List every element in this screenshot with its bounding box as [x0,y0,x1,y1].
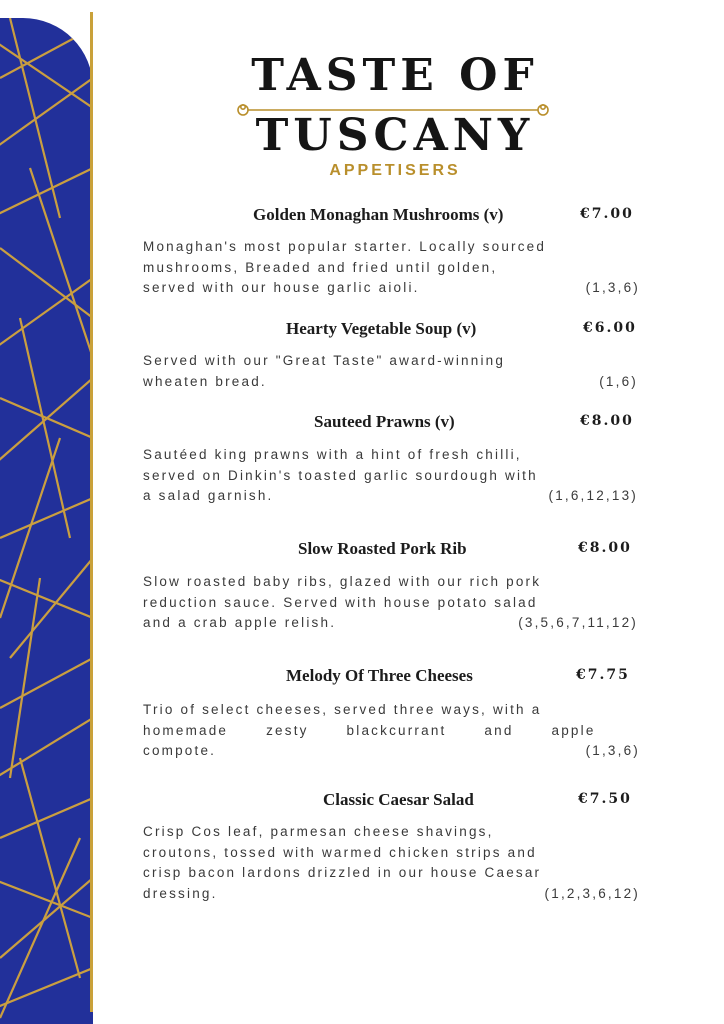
dish-price: €7.75 [576,667,630,683]
description-line: Sautéed king prawns with a hint of fresh chilli, [143,447,522,462]
description-line: wheaten bread. [143,373,267,389]
description-line: Trio of select cheeses, served three ways, with a [143,702,542,717]
allergen-codes: (1,3,6) [585,743,640,758]
allergen-codes: (1,6) [599,373,638,389]
description-line: Served with our "Great Taste" award-winning [143,353,506,368]
description-line: compote. [143,743,217,758]
description-line: and a crab apple relish. [143,615,337,630]
description-line: mushrooms, Breaded and fried until golden, [143,259,498,275]
allergen-codes: (1,6,12,13) [548,488,638,503]
dish-description [143,700,640,762]
description-line: Slow roasted baby ribs, glazed with our rich pork [143,574,542,589]
description-line: croutons, tossed with warmed chicken strips and [143,844,537,860]
dish-name: Sauteed Prawns (v) [314,412,455,431]
menu-title-line2: TUSCANY [255,110,535,161]
dish-name: Slow Roasted Pork Rib [298,539,467,558]
description-line: reduction sauce. Served with house potato salad [143,594,538,610]
allergen-codes: (3,5,6,7,11,12) [518,615,638,630]
dish-name: Melody Of Three Cheeses [286,666,473,685]
gold-divider-line [90,12,93,1012]
dish-description [143,445,638,507]
dish-price: €7.50 [578,791,632,807]
section-heading: APPETISERS [329,162,461,179]
description-line: homemade zesty blackcurrant and apple [143,722,596,738]
dish-description [143,822,640,904]
dish-price: €8.00 [580,413,634,429]
dish-description [143,237,640,299]
dish-name: Hearty Vegetable Soup (v) [286,319,477,338]
decorative-side-panel [0,18,93,1024]
allergen-codes: (1,3,6) [585,280,640,295]
description-line: served with our house garlic aioli. [143,280,420,295]
dish-price: €8.00 [578,540,632,556]
description-line: a salad garnish. [143,488,274,503]
description-line: dressing. [143,885,218,901]
dish-name: Classic Caesar Salad [323,790,474,809]
gold-line-pattern [0,18,93,1024]
description-line: crisp bacon lardons drizzled in our house Caesar [143,865,542,880]
menu-title-line1: TASTE OF [251,50,539,101]
dish-price: €7.00 [580,206,634,222]
allergen-codes: (1,2,3,6,12) [544,885,640,901]
dish-description [143,572,638,634]
description-line: Monaghan's most popular starter. Locally sourced [143,239,547,254]
dish-description [143,351,638,392]
dish-price: €6.00 [583,320,637,336]
description-line: Crisp Cos leaf, parmesan cheese shavings, [143,824,494,839]
dish-name: Golden Monaghan Mushrooms (v) [253,205,504,224]
description-line: served on Dinkin's toasted garlic sourdough with [143,467,538,483]
